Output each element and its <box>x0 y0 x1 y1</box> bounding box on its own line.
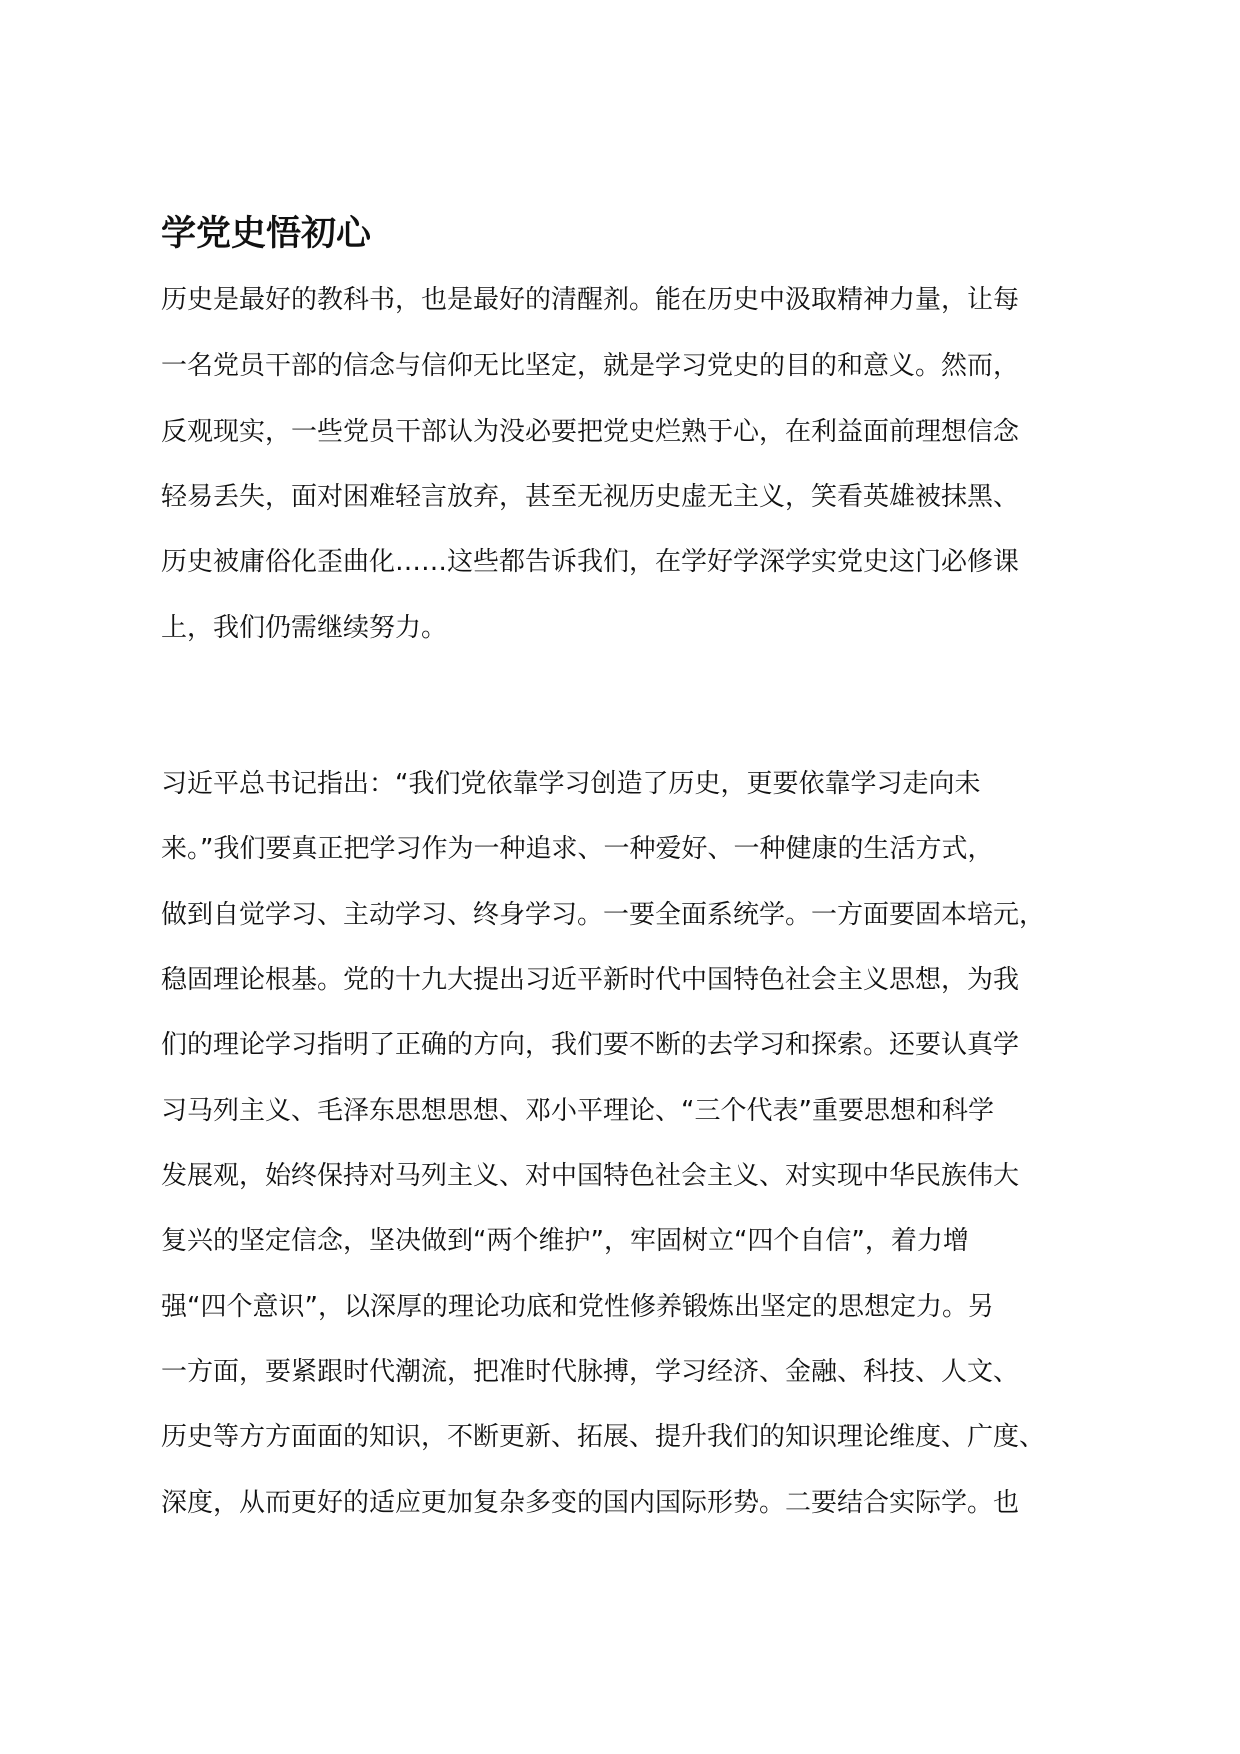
paragraph-2-line-10: 一方面，要紧跟时代潮流，把准时代脉搏，学习经济、金融、科技、人文、 <box>161 1357 1020 1387</box>
page-title: 学党史悟初心 <box>161 214 372 254</box>
paragraph-2-line-4: 稳固理论根基。党的十九大提出习近平新时代中国特色社会主义思想，为我 <box>161 965 1020 995</box>
paragraph-1-line-4: 轻易丢失，面对困难轻言放弃，甚至无视历史虚无主义，笑看英雄被抹黑、 <box>161 482 1020 512</box>
paragraph-2-line-8: 复兴的坚定信念，坚决做到“两个维护”，牢固树立“四个自信”，着力增 <box>161 1226 969 1256</box>
paragraph-1-line-1: 历史是最好的教科书，也是最好的清醒剂。能在历史中汲取精神力量，让每 <box>161 285 1020 315</box>
paragraph-2-line-9: 强“四个意识”，以深厚的理论功底和党性修养锻炼出坚定的思想定力。另 <box>161 1292 994 1322</box>
paragraph-2-line-1: 习近平总书记指出：“我们党依靠学习创造了历史，更要依靠学习走向未 <box>161 769 981 799</box>
paragraph-1-line-3: 反观现实，一些党员干部认为没必要把党史烂熟于心，在利益面前理想信念 <box>161 417 1020 447</box>
paragraph-2-line-3: 做到自觉学习、主动学习、终身学习。一要全面系统学。一方面要固本培元， <box>161 900 1046 930</box>
paragraph-2-line-5: 们的理论学习指明了正确的方向，我们要不断的去学习和探索。还要认真学 <box>161 1030 1020 1060</box>
paragraph-2-line-2: 来。”我们要真正把学习作为一种追求、一种爱好、一种健康的生活方式， <box>161 834 994 864</box>
paragraph-2-line-12: 深度，从而更好的适应更加复杂多变的国内国际形势。二要结合实际学。也 <box>161 1488 1020 1518</box>
paragraph-2-line-6: 习马列主义、毛泽东思想思想、邓小平理论、“三个代表”重要思想和科学 <box>161 1096 994 1126</box>
paragraph-2-line-11: 历史等方方面面的知识，不断更新、拓展、提升我们的知识理论维度、广度、 <box>161 1422 1046 1452</box>
paragraph-1-line-6: 上，我们仍需继续努力。 <box>161 613 448 643</box>
paragraph-1-line-5: 历史被庸俗化歪曲化……这些都告诉我们，在学好学深学实党史这门必修课 <box>161 547 1020 577</box>
paragraph-1-line-2: 一名党员干部的信念与信仰无比坚定，就是学习党史的目的和意义。然而， <box>161 351 1020 381</box>
paragraph-2-line-7: 发展观，始终保持对马列主义、对中国特色社会主义、对实现中华民族伟大 <box>161 1161 1020 1191</box>
